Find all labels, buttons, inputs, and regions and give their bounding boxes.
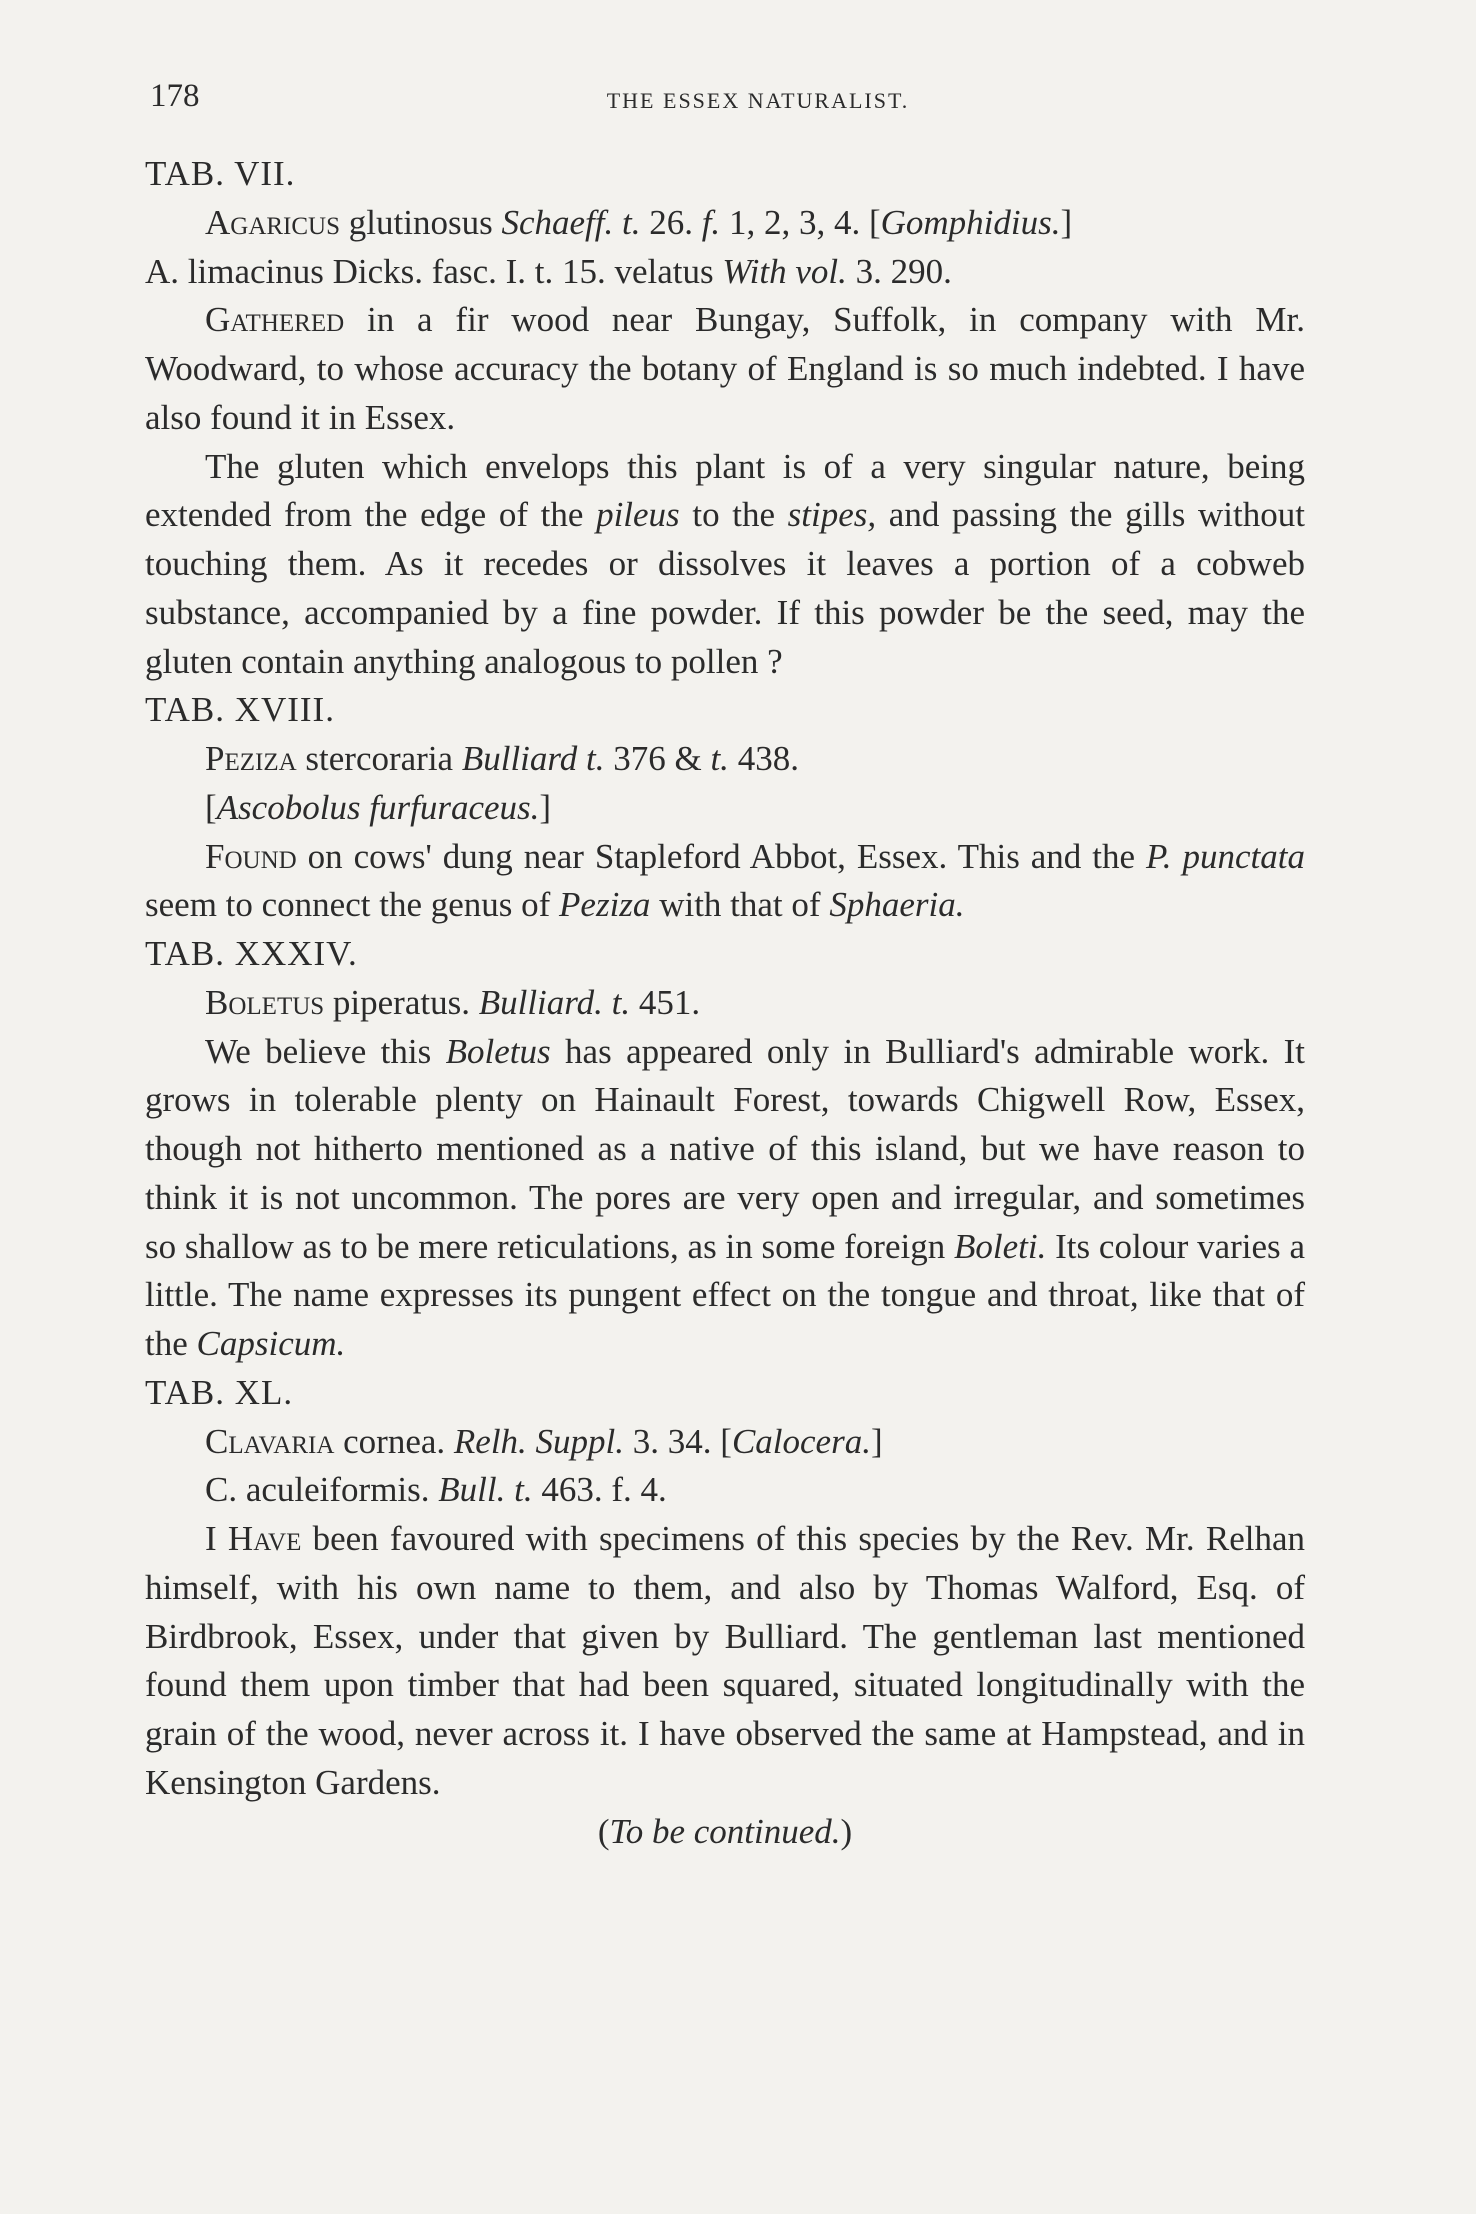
text: ] bbox=[1060, 202, 1073, 242]
term: pileus bbox=[596, 495, 680, 535]
species-line bbox=[145, 199, 1305, 248]
genus-name: Boletus bbox=[205, 982, 325, 1022]
term: Capsicum. bbox=[196, 1324, 346, 1363]
citation: t. bbox=[710, 739, 729, 778]
synonym: Gomphidius. bbox=[880, 202, 1061, 242]
text: [ bbox=[205, 787, 217, 827]
genus-name: Clavaria bbox=[205, 1421, 335, 1461]
text: piperatus. bbox=[324, 982, 479, 1022]
paragraph bbox=[145, 296, 1305, 442]
paragraph bbox=[145, 1028, 1305, 1369]
citation: Bulliard. t. bbox=[478, 982, 631, 1022]
text: We believe this bbox=[205, 1031, 446, 1071]
text: with that of bbox=[650, 885, 830, 925]
page-number: 178 bbox=[150, 78, 200, 114]
text: To be continued. bbox=[609, 1811, 841, 1851]
species-line bbox=[145, 1418, 1305, 1467]
genus-name: Agaricus bbox=[205, 202, 341, 242]
paragraph bbox=[145, 833, 1305, 931]
text: seem to connect the genus of bbox=[145, 885, 560, 925]
paragraph bbox=[145, 1515, 1305, 1808]
page-body bbox=[145, 150, 1305, 1856]
paragraph bbox=[145, 443, 1305, 687]
lead-word: Found bbox=[205, 836, 297, 876]
text: Its colour varies a little. The name expresses its pungent effect on the tongue and throat, like that of the bbox=[145, 1226, 1305, 1363]
species-line bbox=[145, 979, 1305, 1028]
term: stipes, bbox=[787, 495, 877, 535]
text: 26. bbox=[640, 202, 702, 242]
lead-word: Gathered bbox=[205, 300, 345, 340]
term: P. punctata bbox=[1145, 836, 1305, 876]
text: stercoraria bbox=[296, 739, 462, 778]
text: on cows' dung near Stapleford Abbot, Essex. This and the bbox=[296, 836, 1146, 876]
text: 3. 290. bbox=[846, 251, 952, 291]
synonym-line bbox=[145, 784, 1305, 833]
continuation-note bbox=[145, 1808, 1305, 1857]
text: ] bbox=[539, 787, 552, 827]
text: to the bbox=[679, 495, 788, 535]
synonym-line bbox=[145, 248, 1305, 297]
synonym-line bbox=[145, 1466, 1305, 1515]
citation: Bulliard t. bbox=[461, 739, 605, 778]
text: in a fir wood near Bungay, Suffolk, in company with Mr. Woodward, to whose accuracy the botany of England is so much indebted. I have also found it in Essex. bbox=[145, 300, 1305, 437]
citation: f. bbox=[701, 202, 721, 242]
term: Boletus bbox=[445, 1031, 551, 1071]
citation: Schaeff. t. bbox=[501, 202, 641, 242]
section-heading: TAB. XXXIV. bbox=[145, 934, 358, 973]
text: 463. f. 4. bbox=[532, 1470, 667, 1510]
term: Sphaeria. bbox=[829, 885, 965, 925]
text: cornea. bbox=[334, 1421, 454, 1461]
genus-name: Peziza bbox=[205, 739, 297, 778]
text: 3. 34. [ bbox=[624, 1421, 732, 1461]
citation: Relh. Suppl. bbox=[453, 1421, 625, 1461]
section-heading: TAB. XL. bbox=[145, 1372, 294, 1412]
section-heading: TAB. VII. bbox=[145, 154, 296, 193]
term: Boleti. bbox=[954, 1226, 1047, 1266]
text: 376 & bbox=[604, 739, 711, 778]
term: Peziza bbox=[559, 885, 651, 925]
text: ) bbox=[840, 1811, 853, 1851]
text: glutinosus bbox=[340, 202, 502, 242]
lead-word: Have bbox=[227, 1519, 302, 1558]
synonym: Calocera. bbox=[731, 1421, 871, 1461]
text: A. limacinus Dicks. fasc. I. t. 15. velatus bbox=[145, 251, 723, 291]
species-line bbox=[145, 735, 1305, 784]
text: 1, 2, 3, 4. [ bbox=[720, 202, 881, 242]
text: C. aculeiformis. bbox=[205, 1470, 439, 1510]
citation: Bull. t. bbox=[438, 1470, 533, 1510]
text: ] bbox=[870, 1421, 883, 1461]
synonym: Ascobolus furfuraceus. bbox=[216, 787, 540, 827]
section-heading: TAB. XVIII. bbox=[145, 690, 335, 730]
running-title: THE ESSEX NATURALIST. bbox=[606, 88, 910, 113]
text: The gluten which envelops this plant is of a very singular nature, being extended from the edge of the bbox=[145, 446, 1305, 535]
text: and passing the gills without touching them. As it recedes or dissolves it leaves a portion of a cobweb substance, accompanied by a fine powder. If this powder be the seed, may the gluten contain anything analogous to pollen ? bbox=[145, 495, 1305, 681]
text: been favoured with specimens of this species by the Rev. Mr. Relhan himself, with his own name to them, and also by Thomas Walford, Esq. of Birdbrook, Essex, under that given by Bulliard. The gentleman last mentioned found them upon timber that had been squared, situated longitudinally with the grain of the wood, never across it. I have observed the same at Hampstead, and in Kensington Gardens. bbox=[145, 1519, 1306, 1802]
citation: With vol. bbox=[722, 251, 847, 291]
text: has appeared only in Bulliard's admirable work. It grows in tolerable plenty on Hainault Forest, towards Chigwell Row, Essex, though not hitherto mentioned as a native of this island, but we have reason to think it is not uncommon. The pores are very open and irregular, and sometimes so shallow as to be mere reticulations, as in some foreign bbox=[145, 1031, 1305, 1266]
text: 451. bbox=[630, 982, 701, 1022]
text: ( bbox=[597, 1811, 610, 1851]
text: 438. bbox=[728, 739, 799, 778]
text: I bbox=[205, 1519, 228, 1558]
page-header bbox=[150, 78, 1326, 118]
